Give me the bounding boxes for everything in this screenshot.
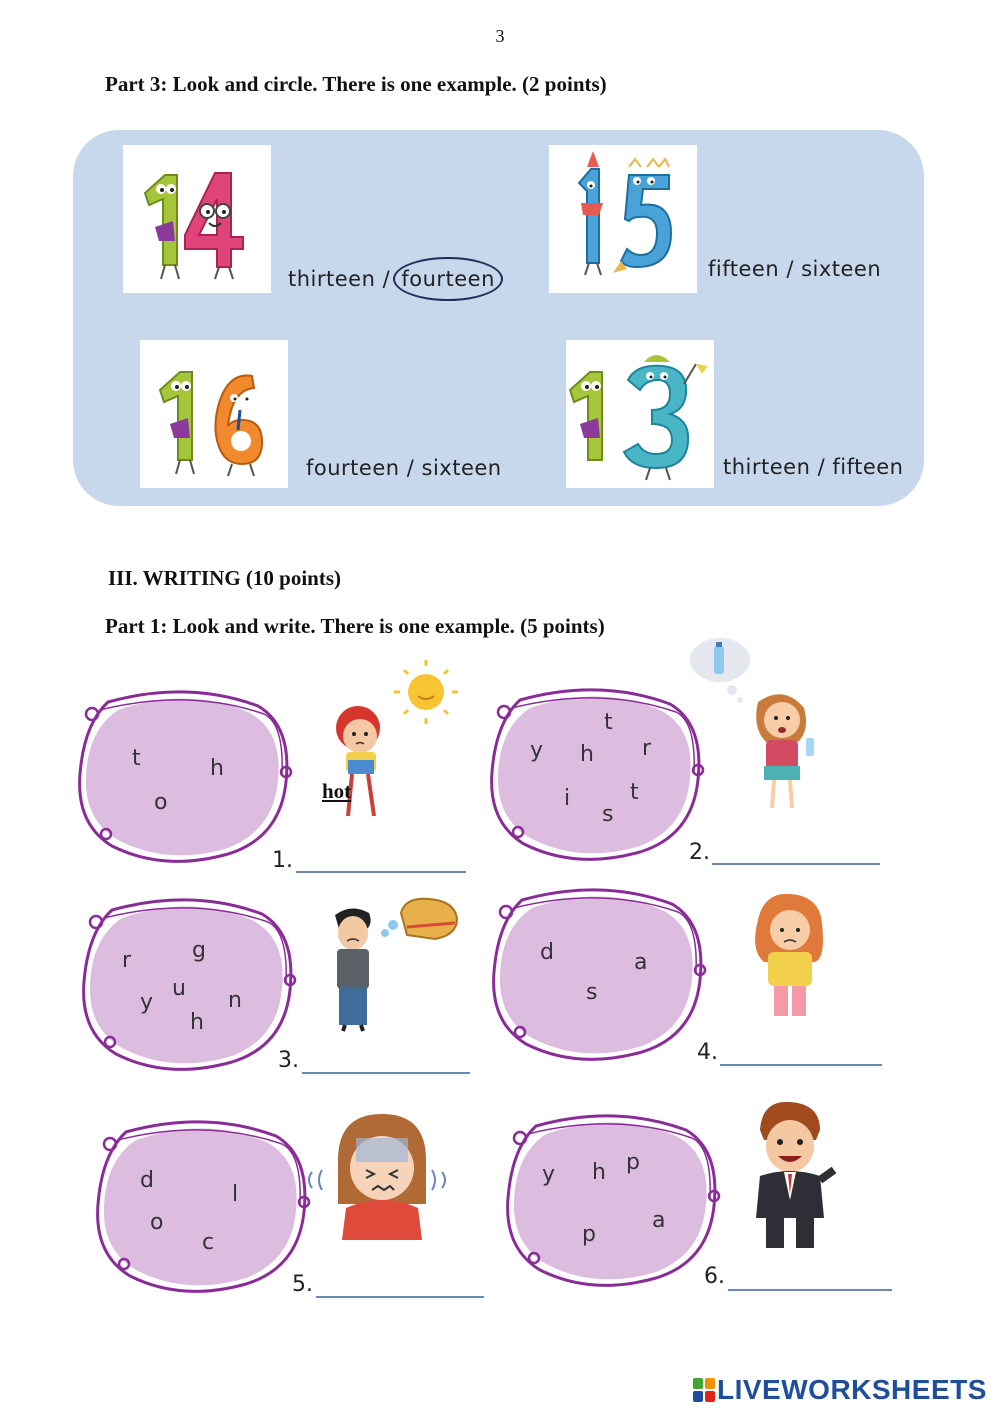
example-answer-hot: hot: [322, 779, 352, 803]
liveworksheets-logo-icon: [693, 1378, 715, 1402]
letter-puzzle-4: [492, 888, 712, 1058]
number-card-13: [566, 340, 714, 488]
choice-separator: /: [810, 455, 833, 479]
choice-separator: /: [375, 267, 398, 291]
answer-line-3[interactable]: [302, 1072, 470, 1074]
choice-14: [288, 257, 503, 301]
sun-icon: [394, 660, 458, 724]
puzzle-letter: h: [190, 1010, 204, 1035]
puzzle-letter: p: [582, 1222, 596, 1247]
part3-heading: [105, 72, 607, 97]
part1-instructions: : Look and write. There is one example. (5 points): [160, 614, 605, 638]
answer-number-4: 4.: [697, 1040, 718, 1065]
choice-13-option-b[interactable]: fifteen: [832, 455, 904, 479]
puzzle-letter: d: [540, 940, 554, 965]
puzzle-letter: d: [140, 1168, 154, 1193]
number-card-16: [140, 340, 288, 488]
puzzle-letter: h: [210, 756, 224, 781]
puzzle-letter: u: [172, 976, 186, 1001]
hungry-man-picture: [325, 893, 460, 1033]
choice-15: [708, 257, 881, 281]
puzzle-letter: t: [630, 780, 639, 805]
answer-line-6[interactable]: [728, 1289, 892, 1291]
puzzle-letter: s: [602, 802, 614, 827]
letter-blob-6: [506, 1114, 726, 1284]
sandwich-thought-icon: [381, 899, 457, 939]
water-bottle-thought-icon: [690, 638, 750, 703]
letter-puzzle-5: [96, 1120, 316, 1290]
letter-blob-2: [490, 688, 710, 858]
puzzle-letter: s: [586, 980, 598, 1005]
happy-man-picture: [740, 1100, 840, 1252]
sad-girl-picture: [744, 890, 834, 1025]
answer-line-2[interactable]: [712, 863, 880, 865]
number-14-picture: [123, 145, 271, 293]
choice-13: [723, 455, 903, 479]
puzzle-letter: c: [202, 1230, 215, 1255]
letter-puzzle-2: [490, 688, 710, 858]
choice-16-option-a[interactable]: fourteen: [306, 456, 400, 480]
letter-blob-1: [78, 690, 298, 860]
puzzle-letter: t: [132, 746, 141, 771]
choice-13-option-a[interactable]: thirteen: [723, 455, 811, 479]
letter-puzzle-3: [82, 898, 302, 1068]
puzzle-letter: i: [564, 786, 571, 811]
choice-15-option-a[interactable]: fifteen: [708, 257, 780, 281]
number-card-14: [123, 145, 271, 293]
puzzle-letter: o: [154, 790, 168, 815]
choice-14-option-b-circled[interactable]: fourteen: [393, 257, 503, 301]
letter-blob-3: [82, 898, 302, 1068]
part1-label: Part 1: [105, 614, 161, 638]
choice-15-option-b[interactable]: sixteen: [801, 257, 882, 281]
part3-label: Part 3: [105, 72, 161, 96]
letter-puzzle-6: [506, 1114, 726, 1284]
thirsty-girl-picture: [688, 638, 838, 816]
number-16-picture: [140, 340, 288, 488]
number-13-picture: [566, 340, 714, 488]
number-card-15: [549, 145, 697, 293]
answer-line-4[interactable]: [720, 1064, 882, 1066]
answer-line-5[interactable]: [316, 1296, 484, 1298]
puzzle-letter: h: [580, 742, 594, 767]
puzzle-letter: h: [592, 1160, 606, 1185]
liveworksheets-logo-text: LIVEWORKSHEETS: [717, 1374, 987, 1405]
puzzle-letter: o: [150, 1210, 164, 1235]
choice-16-option-b[interactable]: sixteen: [421, 456, 502, 480]
number-15-picture: [549, 145, 697, 293]
answer-number-6: 6.: [704, 1264, 725, 1289]
writing-part1-heading: [105, 614, 605, 639]
answer-line-1[interactable]: [296, 871, 466, 873]
liveworksheets-logo[interactable]: [693, 1374, 987, 1406]
part3-instructions: : Look and circle. There is one example. (2 points): [160, 72, 607, 96]
letter-blob-4: [492, 888, 712, 1058]
puzzle-letter: y: [530, 738, 544, 763]
puzzle-letter: r: [122, 948, 132, 973]
answer-number-3: 3.: [278, 1048, 299, 1073]
puzzle-letter: y: [140, 990, 154, 1015]
choice-16: [306, 456, 502, 480]
answer-number-5: 5.: [292, 1272, 313, 1297]
puzzle-letter: r: [642, 736, 652, 761]
puzzle-letter: t: [604, 710, 613, 735]
puzzle-letter: n: [228, 988, 242, 1013]
letter-blob-5: [96, 1120, 316, 1290]
puzzle-letter: p: [626, 1150, 640, 1175]
choice-14-option-a[interactable]: thirteen: [288, 267, 376, 291]
puzzle-letter: g: [192, 938, 206, 963]
page-number: 3: [495, 26, 505, 46]
puzzle-letter: l: [232, 1182, 239, 1207]
puzzle-letter: a: [634, 950, 648, 975]
answer-number-1: 1.: [272, 848, 293, 873]
puzzle-letter: a: [652, 1208, 666, 1233]
letter-puzzle-1: [78, 690, 298, 860]
puzzle-letter: y: [542, 1162, 556, 1187]
choice-separator: /: [399, 456, 422, 480]
answer-number-2: 2.: [689, 840, 710, 865]
writing-section-heading: III. WRITING (10 points): [108, 566, 341, 590]
choice-separator: /: [779, 257, 802, 281]
cold-girl-picture: [302, 1112, 462, 1244]
